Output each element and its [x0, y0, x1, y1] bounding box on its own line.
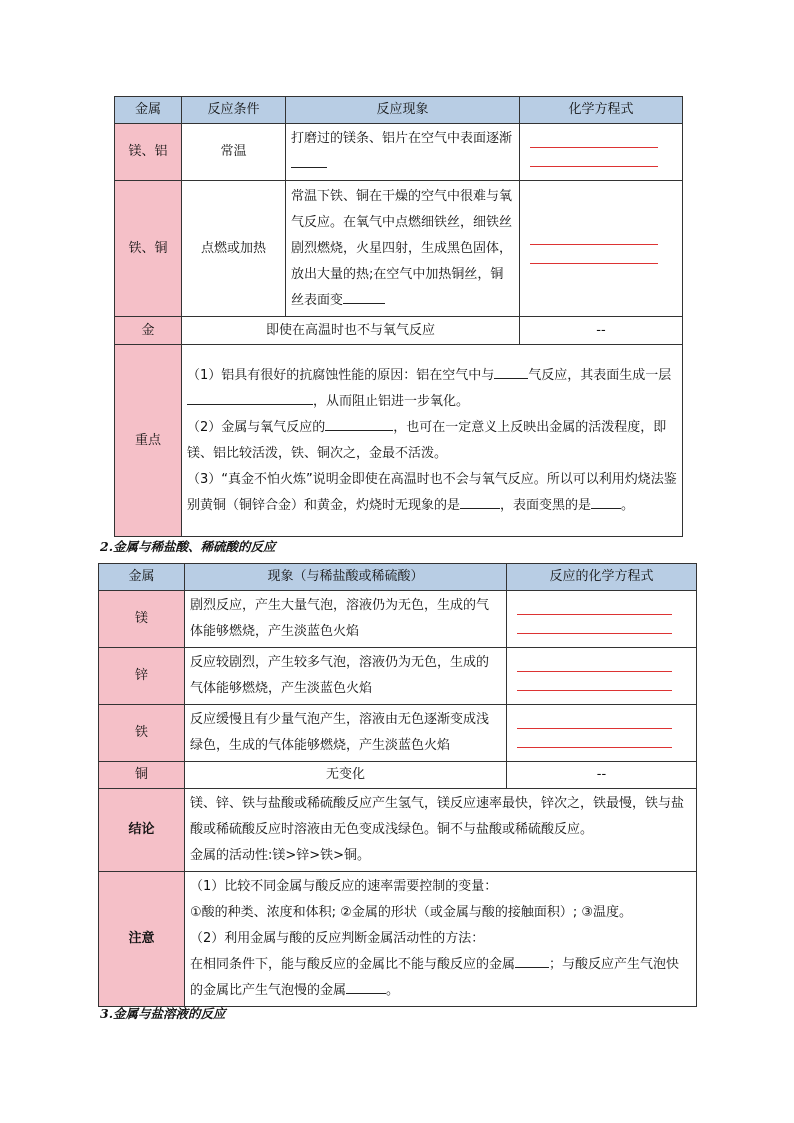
- equation-cell: --: [507, 762, 697, 789]
- answer-blank[interactable]: [291, 155, 327, 168]
- metal-cell: 锌: [99, 648, 185, 705]
- answer-blank[interactable]: [494, 366, 528, 379]
- metal-cell: 铁、铜: [115, 181, 182, 317]
- answer-blank[interactable]: [591, 496, 621, 509]
- equation-cell[interactable]: [507, 705, 697, 762]
- note-content: （1）比较不同金属与酸反应的速率需要控制的变量： ①酸的种类、浓度和体积; ②金属的形状（或金属与酸的接触面积）; ③温度。 （2）利用金属与酸的反应判断金属活动性的方法： 在相同条件下，能与酸反应的金属比不能与酸反应的金属 ；与酸反应产生气泡快的金属比产生气泡慢的金属 。: [185, 872, 697, 1007]
- section-3-title: 3.金属与盐溶液的反应: [100, 1006, 226, 1021]
- metal-cell: 镁、铝: [115, 124, 182, 181]
- answer-line: [517, 657, 672, 672]
- header-condition: 反应条件: [182, 97, 286, 124]
- answer-line: [517, 619, 672, 634]
- key-content: （1）铝具有很好的抗腐蚀性能的原因：铝在空气中与 气反应，其表面生成一层，从而阻止铝进一步氧化。 （2）金属与氧气反应的 ，也可在一定意义上反映出金属的活泼程度，即镁、铝比较活泼，铁、铜次之，金最不活泼。 （3）“真金不怕火炼”说明金即使在高温时也不会与氧气反应。所以可以利用灼烧法鉴别黄铜（铜锌合金）和黄金，灼烧时无现象的是 ，表面变黑的是 。: [182, 345, 683, 537]
- metal-cell: 镁: [99, 591, 185, 648]
- header-equation: 反应的化学方程式: [507, 564, 697, 591]
- equation-cell[interactable]: [520, 181, 683, 317]
- header-phenomenon: 现象（与稀盐酸或稀硫酸）: [185, 564, 507, 591]
- phenomenon-cell: 无变化: [185, 762, 507, 789]
- answer-blank[interactable]: [346, 981, 386, 994]
- phenomenon-cell: 打磨过的镁条、铝片在空气中表面逐渐: [286, 124, 520, 181]
- section-2-title: 2.金属与稀盐酸、稀硫酸的反应: [100, 539, 276, 554]
- answer-line: [517, 600, 672, 615]
- answer-line: [530, 230, 658, 245]
- header-metal: 金属: [99, 564, 185, 591]
- conclusion-label: 结论: [99, 789, 185, 872]
- answer-blank[interactable]: [343, 291, 385, 304]
- phenomenon-cell: 常温下铁、铜在干燥的空气中很难与氧气反应。在氧气中点燃细铁丝，细铁丝剧烈燃烧，火星四射，生成黑色固体，放出大量的热;在空气中加热铜丝，铜丝表面变: [286, 181, 520, 317]
- equation-cell[interactable]: [520, 124, 683, 181]
- conclusion-content: 镁、锌、铁与盐酸或稀硫酸反应产生氢气，镁反应速率最快，锌次之，铁最慢，铁与盐酸或稀硫酸反应时溶液由无色变成浅绿色。铜不与盐酸或稀硫酸反应。 金属的活动性:镁>锌>铁>铜。: [185, 789, 697, 872]
- header-phenomenon: 反应现象: [286, 97, 520, 124]
- phenomenon-cell: 剧烈反应，产生大量气泡，溶液仍为无色，生成的气体能够燃烧，产生淡蓝色火焰: [185, 591, 507, 648]
- answer-blank[interactable]: [187, 392, 313, 405]
- equation-cell[interactable]: [507, 591, 697, 648]
- metal-acid-table: [98, 563, 697, 1007]
- condition-cell: 点燃或加热: [182, 181, 286, 317]
- header-metal: 金属: [115, 97, 182, 124]
- phenomenon-cell: 即使在高温时也不与氧气反应: [182, 317, 520, 345]
- note-label: 注意: [99, 872, 185, 1007]
- answer-blank[interactable]: [515, 955, 549, 968]
- condition-cell: 常温: [182, 124, 286, 181]
- metal-cell: 铁: [99, 705, 185, 762]
- answer-line: [517, 733, 672, 748]
- metal-cell: 铜: [99, 762, 185, 789]
- answer-line: [517, 714, 672, 729]
- header-equation: 化学方程式: [520, 97, 683, 124]
- phenomenon-cell: 反应缓慢且有少量气泡产生，溶液由无色逐渐变成浅绿色，生成的气体能够燃烧，产生淡蓝色火焰: [185, 705, 507, 762]
- equation-cell[interactable]: [507, 648, 697, 705]
- key-label: 重点: [115, 345, 182, 537]
- answer-blank[interactable]: [460, 496, 500, 509]
- metal-oxygen-table: [114, 96, 683, 537]
- phenomenon-cell: 反应较剧烈，产生较多气泡，溶液仍为无色，生成的气体能够燃烧，产生淡蓝色火焰: [185, 648, 507, 705]
- answer-line: [530, 133, 658, 148]
- equation-cell: --: [520, 317, 683, 345]
- answer-line: [530, 152, 658, 167]
- answer-blank[interactable]: [325, 418, 393, 431]
- answer-line: [530, 249, 658, 264]
- answer-line: [517, 676, 672, 691]
- metal-cell: 金: [115, 317, 182, 345]
